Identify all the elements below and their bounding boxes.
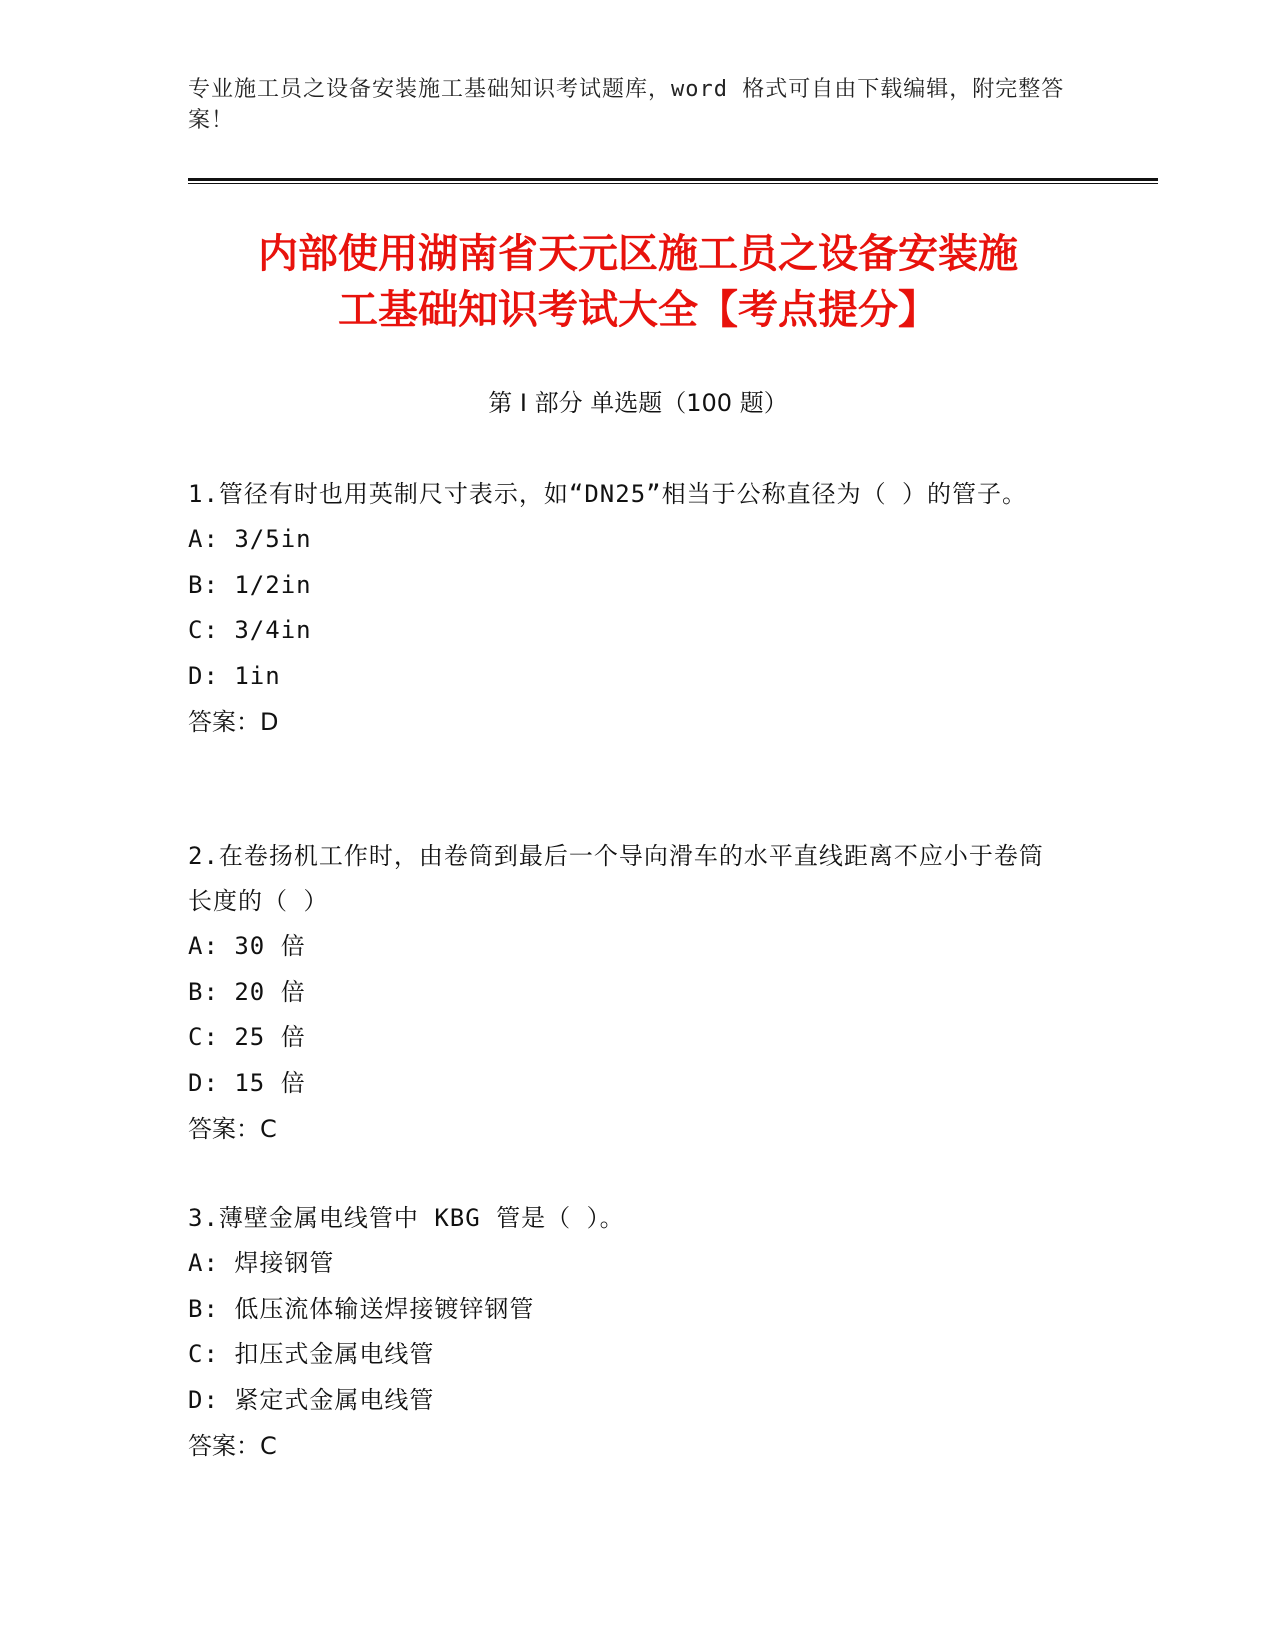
option-d: D: 紧定式金属电线管	[188, 1385, 435, 1414]
question-1	[188, 472, 1068, 745]
question-3	[188, 1196, 1068, 1469]
question-stem: 1.管径有时也用英制尺寸表示，如“DN25”相当于公称直径为（ ）的管子。	[188, 480, 1028, 508]
header-divider-thick	[188, 178, 1158, 181]
option-b: B: 20 倍	[188, 977, 306, 1006]
header-divider-thin	[188, 183, 1158, 184]
option-a: A: 3/5in	[188, 525, 312, 553]
document-title-line-2: 工基础知识考试大全【考点提分】	[338, 287, 938, 333]
option-d: D: 15 倍	[188, 1068, 306, 1097]
option-a: A: 30 倍	[188, 932, 306, 960]
option-c: C: 扣压式金属电线管	[188, 1340, 435, 1368]
option-b: B: 低压流体输送焊接镀锌钢管	[188, 1294, 535, 1323]
option-c: C: 3/4in	[188, 616, 312, 644]
document-title-line-1: 内部使用湖南省天元区施工员之设备安装施	[258, 231, 1018, 277]
option-d: D: 1in	[188, 661, 281, 690]
answer: 答案：C	[188, 1432, 277, 1460]
option-b: B: 1/2in	[188, 570, 312, 599]
option-a: A: 焊接钢管	[188, 1249, 335, 1277]
document-title	[188, 226, 1088, 338]
option-c: C: 25 倍	[188, 1023, 306, 1051]
header-note: 专业施工员之设备安装施工基础知识考试题库，word 格式可自由下载编辑，附完整答案！	[188, 77, 1065, 133]
question-2	[188, 834, 1068, 1152]
question-stem: 3.薄壁金属电线管中 KBG 管是（ ）。	[188, 1204, 625, 1232]
question-stem: 2.在卷扬机工作时，由卷筒到最后一个导向滑车的水平直线距离不应小于卷筒长度的（ ）	[188, 842, 1044, 915]
section-title: 第 I 部分 单选题（100 题）	[488, 389, 788, 417]
answer: 答案：C	[188, 1115, 277, 1143]
answer: 答案：D	[188, 708, 279, 736]
